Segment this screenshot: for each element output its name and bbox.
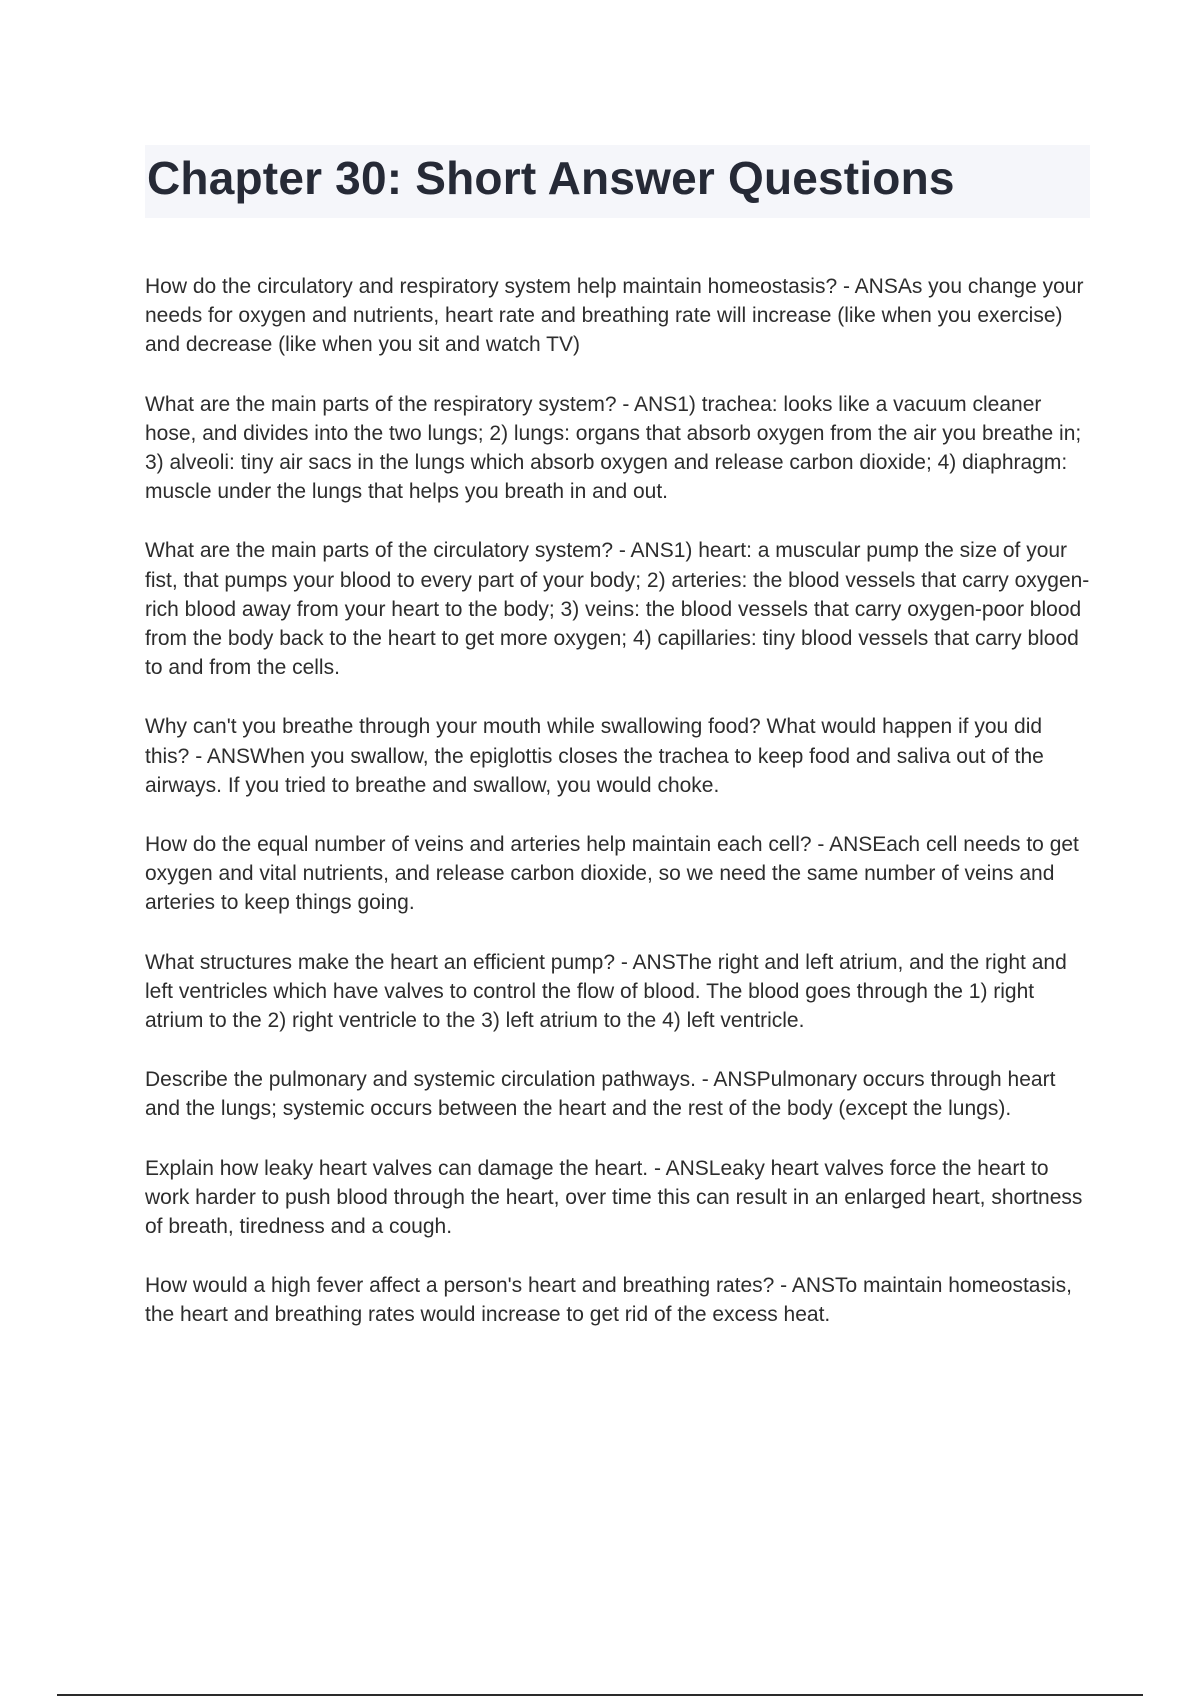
qa-item: What are the main parts of the circulatory system? - ANS1) heart: a muscular pump the size of your fist, that pumps your blood to every part of your body; 2) arteries: the blood vessels that carry oxygen-rich blood away from your heart to the body; 3) veins: the blood vessels that carry oxygen-poor blood from the body back to the heart to get more oxygen; 4) capillaries: tiny blood vessels that carry blood to and from the cells.: [145, 539, 1090, 680]
qa-item: What structures make the heart an efficient pump? - ANSThe right and left atrium, and the right and left ventricles which have valves to control the flow of blood. The blood goes through the 1) right atrium to the 2) right ventricle to the 3) left atrium to the 4) left ventricle.: [145, 950, 1067, 1033]
title-banner: [145, 145, 1090, 218]
qa-item: Explain how leaky heart valves can damage the heart. - ANSLeaky heart valves force the heart to work harder to push blood through the heart, over time this can result in an enlarged heart, shortness of breath, tiredness and a cough.: [145, 1156, 1083, 1239]
footer-divider: [57, 1694, 1143, 1696]
qa-list: [145, 272, 1090, 1360]
qa-item: How would a high fever affect a person's heart and breathing rates? - ANSTo maintain homeostasis, the heart and breathing rates would increase to get rid of the excess heat.: [145, 1274, 1072, 1327]
qa-item: Describe the pulmonary and systemic circulation pathways. - ANSPulmonary occurs through heart and the lungs; systemic occurs between the heart and the rest of the body (except the lungs).: [145, 1068, 1056, 1121]
qa-item: What are the main parts of the respiratory system? - ANS1) trachea: looks like a vacuum cleaner hose, and divides into the two lungs; 2) lungs: organs that absorb oxygen from the air you breathe in; 3) alveoli: tiny air sacs in the lungs which absorb oxygen and release carbon dioxide; 4) diaphragm: muscle under the lungs that helps you breath in and out.: [145, 392, 1082, 504]
qa-item: How do the equal number of veins and arteries help maintain each cell? - ANSEach cell needs to get oxygen and vital nutrients, and release carbon dioxide, so we need the same number of veins and arteries to keep things going.: [145, 833, 1079, 915]
qa-item: How do the circulatory and respiratory system help maintain homeostasis? - ANSAs you change your needs for oxygen and nutrients, heart rate and breathing rate will increase (like when you exercise) and decrease (like when you sit and watch TV): [145, 275, 1084, 357]
qa-item: Why can't you breathe through your mouth while swallowing food? What would happen if you did this? - ANSWhen you swallow, the epiglottis closes the trachea to keep food and saliva out of the airways. If you tried to breathe and swallow, you would choke.: [145, 715, 1044, 797]
page-title: Chapter 30: Short Answer Questions: [147, 152, 955, 204]
